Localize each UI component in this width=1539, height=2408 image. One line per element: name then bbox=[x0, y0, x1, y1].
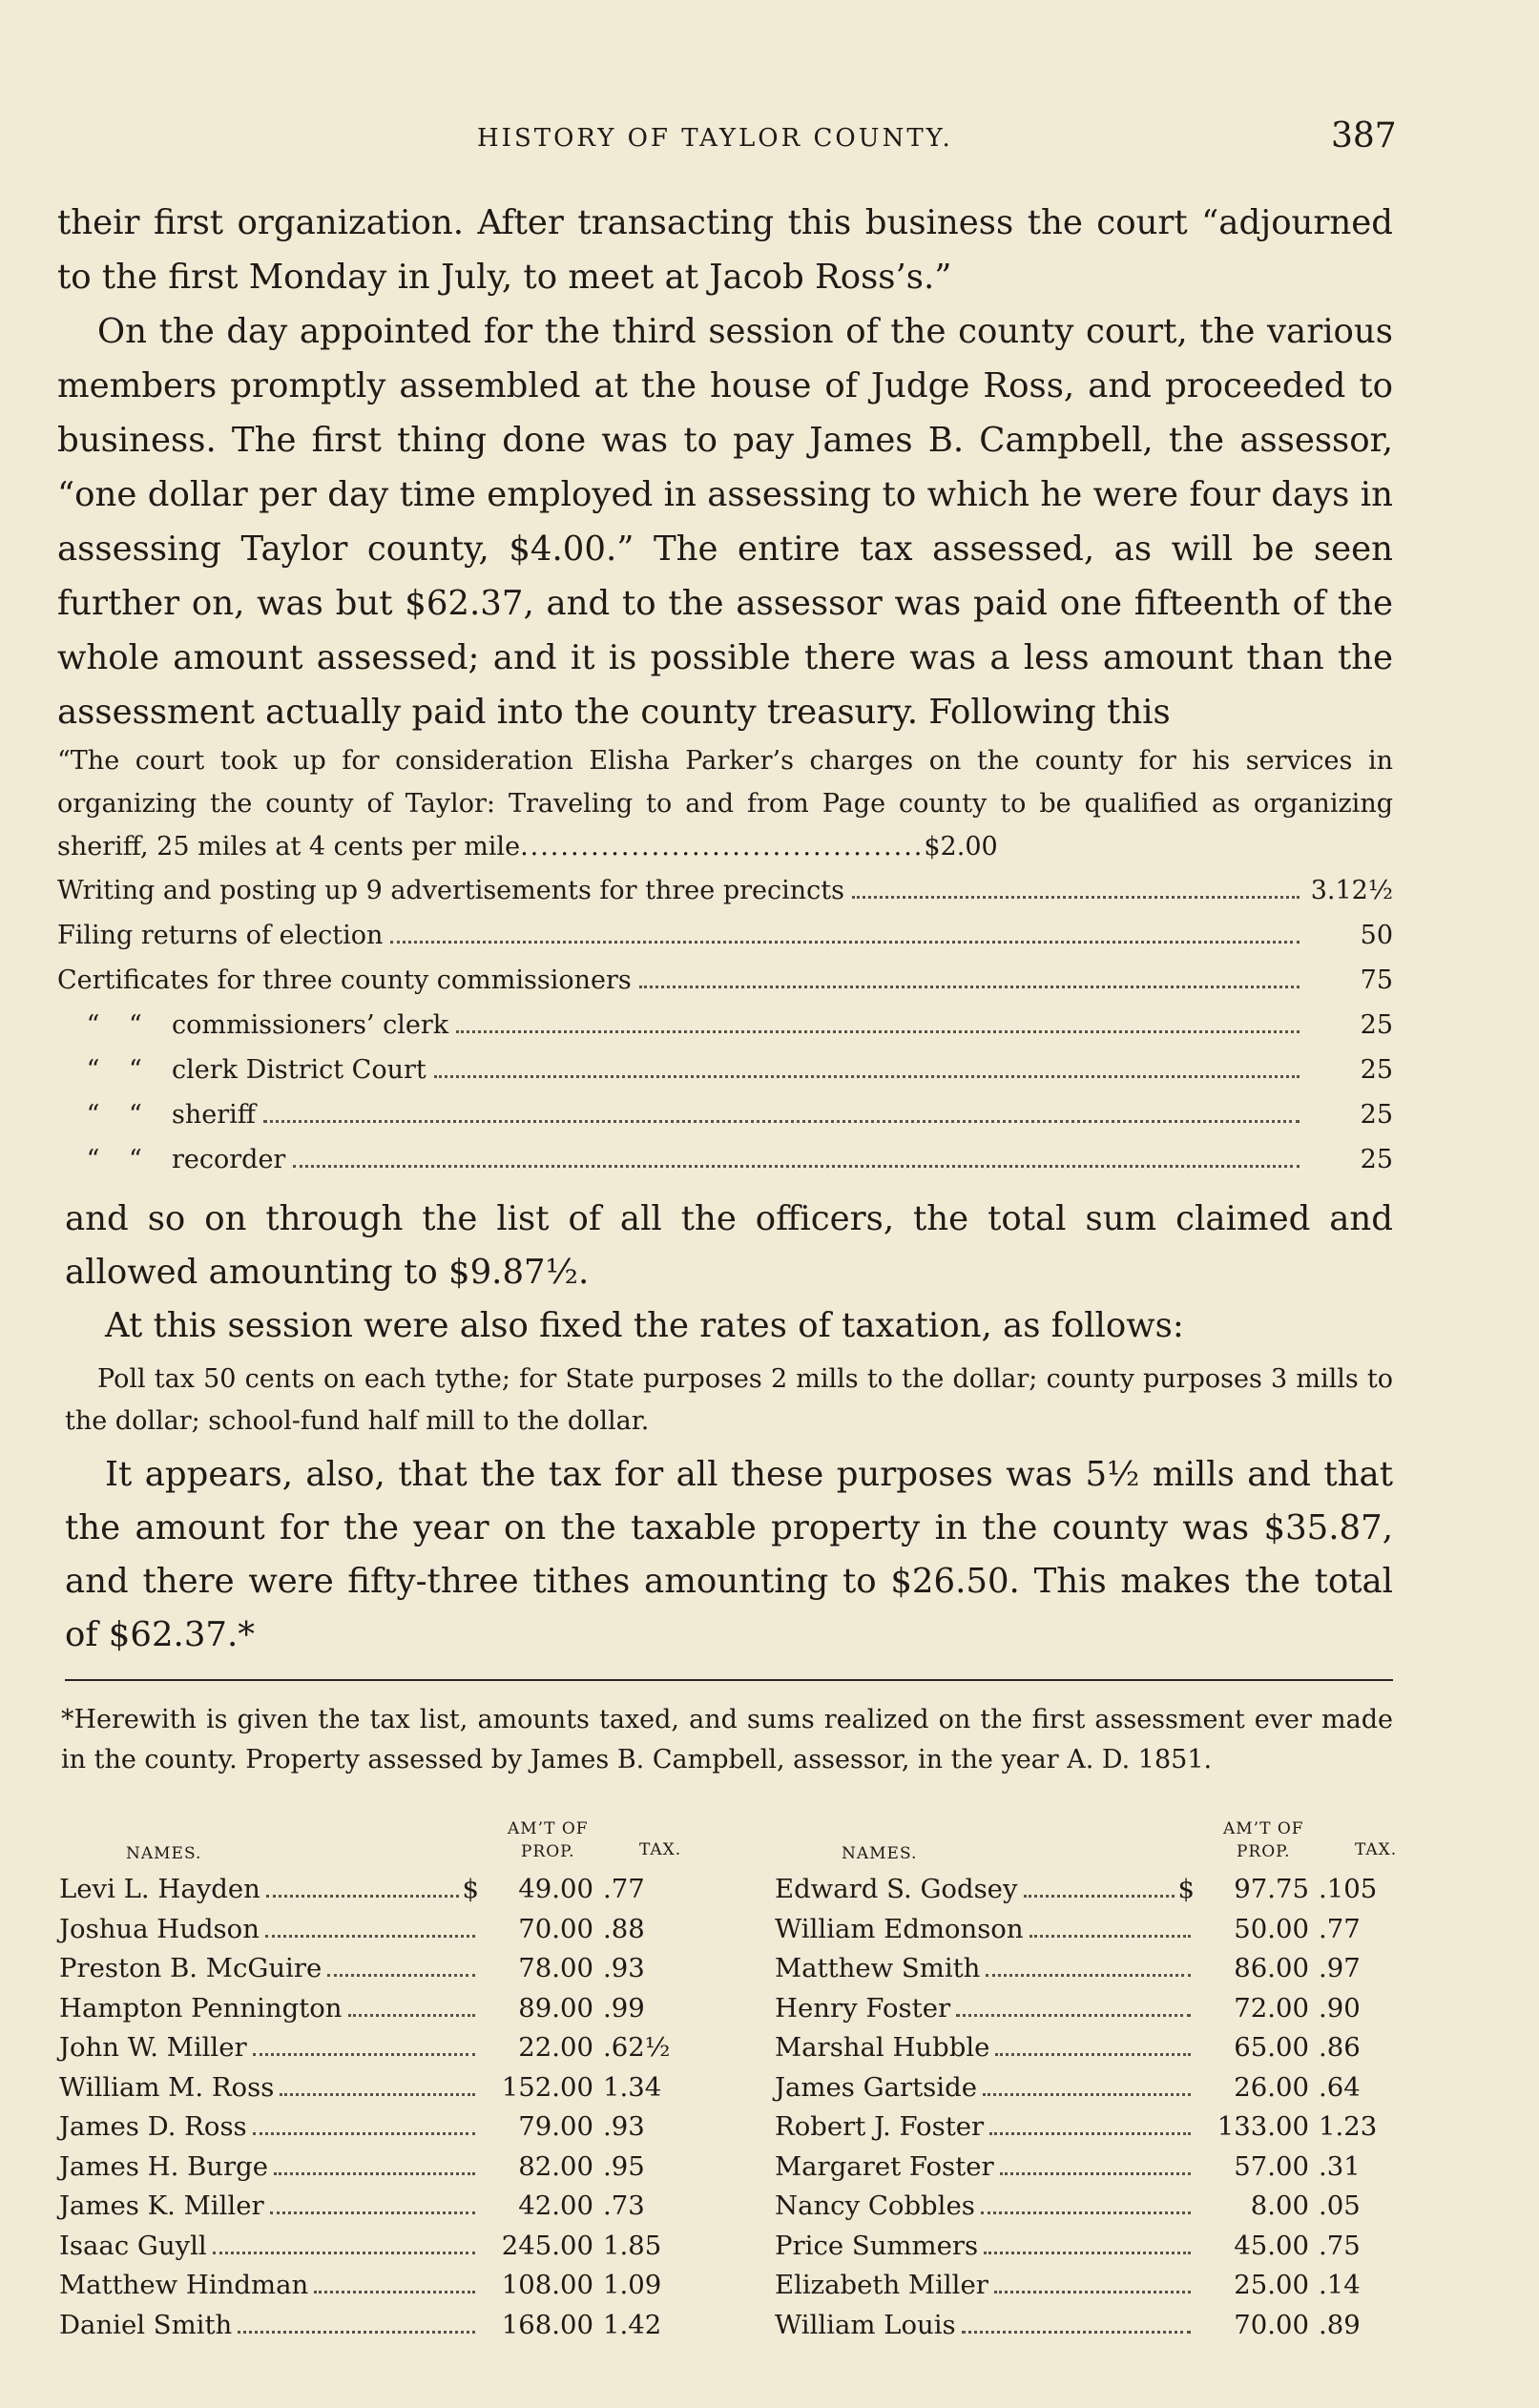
name-cell bbox=[59, 2068, 479, 2108]
taxpayer-name: Henry Foster bbox=[775, 1992, 951, 2024]
dot-leader bbox=[265, 1935, 475, 1938]
name-cell bbox=[59, 2107, 479, 2148]
charge-amount: 25 bbox=[1360, 1010, 1393, 1040]
charge-text: commissioners’ clerk bbox=[172, 1010, 449, 1040]
tax-amount: .62½ bbox=[603, 2032, 671, 2063]
name-cell bbox=[775, 2266, 1195, 2306]
charge-row bbox=[57, 1048, 1393, 1092]
charge-label bbox=[57, 1048, 426, 1092]
ditto-mark: “ bbox=[129, 1010, 142, 1040]
dot-leader bbox=[986, 1974, 1191, 1977]
dot-leader bbox=[238, 2331, 475, 2334]
property-amount: 82.00 bbox=[518, 2150, 593, 2182]
property-amount: 245.00 bbox=[501, 2230, 593, 2261]
taxpayer-name: Nancy Cobbles bbox=[775, 2190, 975, 2221]
table-row bbox=[775, 1989, 1443, 2029]
charge-row bbox=[57, 913, 1393, 958]
tax-amount: .90 bbox=[1319, 1992, 1361, 2024]
tax-amount: 1.34 bbox=[603, 2071, 662, 2103]
tax-list-right bbox=[775, 1813, 1443, 2345]
dot-leader bbox=[266, 1895, 459, 1898]
property-amount: 78.00 bbox=[518, 1953, 593, 1983]
taxpayer-name: Levi L. Hayden bbox=[59, 1874, 260, 1904]
dot-leader bbox=[434, 1075, 1300, 1078]
property-amount: 8.00 bbox=[1250, 2190, 1309, 2221]
quote-intro: “The court took up for consideration Elisha Parker’s charges on the county for his services in organizing the county of Taylor: Traveling to and from Page county to be qualified as organizing sheriff, 25 miles at 4 cents per mile bbox=[57, 746, 1393, 861]
property-amount: 79.00 bbox=[518, 2111, 593, 2142]
name-cell bbox=[59, 1949, 479, 1989]
dot-leader bbox=[293, 1165, 1300, 1168]
name-cell bbox=[775, 1910, 1195, 1950]
charge-amount: 75 bbox=[1360, 965, 1393, 995]
name-cell bbox=[59, 2028, 479, 2068]
charge-text: Writing and posting up 9 advertisements for three precincts bbox=[57, 876, 844, 905]
dot-leader bbox=[327, 1974, 475, 1977]
name-cell bbox=[775, 1870, 1195, 1910]
property-amount: 70.00 bbox=[1234, 2309, 1309, 2340]
table-row bbox=[59, 1989, 727, 2029]
charge-amount: 25 bbox=[1360, 1145, 1393, 1174]
quote-intro-amount: $2.00 bbox=[924, 832, 998, 861]
column-header bbox=[59, 1813, 727, 1870]
tax-list-left bbox=[59, 1813, 727, 2345]
table-row bbox=[775, 2148, 1443, 2188]
ditto-mark: “ bbox=[129, 1100, 142, 1130]
taxpayer-name: Price Summers bbox=[775, 2230, 979, 2261]
tax-amount: .86 bbox=[1319, 2032, 1361, 2063]
footnote: *Herewith is given the tax list, amounts taxed, and sums realized on the first assessment ever made in the county. Property assessed by James B. Campbell, assessor, in the year A. D. 1851. bbox=[61, 1705, 1393, 1775]
running-title: HISTORY OF TAYLOR COUNTY. bbox=[477, 124, 953, 153]
ditto-mark: “ bbox=[86, 1145, 100, 1174]
dot-leader bbox=[995, 2053, 1191, 2056]
tax-header: TAX. bbox=[639, 1840, 682, 1859]
name-cell bbox=[775, 2107, 1195, 2148]
table-row bbox=[59, 2107, 727, 2148]
property-amount: 57.00 bbox=[1234, 2150, 1309, 2182]
dot-leader bbox=[213, 2252, 475, 2254]
dot-leader bbox=[983, 2093, 1191, 2096]
name-cell bbox=[775, 1949, 1195, 1989]
name-cell bbox=[59, 2187, 479, 2227]
property-amount: 70.00 bbox=[518, 1913, 593, 1944]
dot-leader bbox=[253, 2132, 475, 2135]
amount-header-line2: PROP. bbox=[1236, 1842, 1291, 1861]
tax-amount: .64 bbox=[1319, 2071, 1361, 2103]
column-header bbox=[775, 1813, 1443, 1870]
ditto-mark: “ bbox=[129, 1055, 142, 1085]
dot-leader bbox=[270, 2211, 475, 2214]
tax-rows-right bbox=[775, 1870, 1443, 2345]
page-number: 387 bbox=[1331, 116, 1397, 156]
paragraph: At this session were also fixed the rates of taxation, as follows: bbox=[105, 1306, 1184, 1345]
amount-header-line2: PROP. bbox=[520, 1842, 575, 1861]
property-amount: 25.00 bbox=[1234, 2270, 1309, 2300]
table-row bbox=[775, 1949, 1443, 1989]
name-cell bbox=[59, 2306, 479, 2346]
body-text bbox=[57, 196, 1393, 739]
paragraph: and so on through the list of all the officers, the total sum claimed and allowed amounting to $9.87½. bbox=[65, 1199, 1393, 1292]
tax-amount: .73 bbox=[603, 2190, 645, 2221]
charge-text: sheriff bbox=[172, 1100, 256, 1130]
table-row bbox=[59, 2028, 727, 2068]
dot-leader bbox=[981, 2211, 1191, 2214]
property-amount: 65.00 bbox=[1234, 2032, 1309, 2063]
dot-leader bbox=[253, 2053, 475, 2056]
property-amount: 50.00 bbox=[1234, 1913, 1309, 1944]
taxpayer-name: Marshal Hubble bbox=[775, 2032, 990, 2063]
table-row bbox=[775, 2107, 1443, 2148]
taxpayer-name: Margaret Foster bbox=[775, 2150, 994, 2182]
paragraph: On the day appointed for the third session of the county court, the various members promptly assembled at the house of Judge Ross, and proceeded to business. The first thing done was to pay James B. Campbell, the assessor, “one dollar per day time employed in assessing to which he were four days in assessing Taylor county, $4.00.” The entire tax assessed, as will be seen further on, was but $62.37, and to the assessor was paid one fifteenth of the whole amount assessed; and it is possible there was a less amount than the assessment actually paid into the county treasury. Following this bbox=[57, 312, 1393, 732]
charge-text: recorder bbox=[172, 1145, 286, 1174]
table-row bbox=[775, 2187, 1443, 2227]
charge-amount: 50 bbox=[1360, 921, 1393, 950]
name-cell bbox=[59, 1910, 479, 1950]
tax-amount: .77 bbox=[603, 1874, 645, 1904]
dot-leader bbox=[956, 2014, 1191, 2017]
amount-header bbox=[508, 1817, 589, 1863]
tax-header: TAX. bbox=[1355, 1840, 1398, 1859]
charge-text: Certificates for three county commissioners bbox=[57, 965, 632, 995]
dot-leader bbox=[274, 2172, 475, 2175]
property-amount: 45.00 bbox=[1234, 2230, 1309, 2261]
charge-label bbox=[57, 958, 632, 1003]
dot-leader bbox=[639, 986, 1300, 988]
name-cell bbox=[775, 2068, 1195, 2108]
ditto-mark: “ bbox=[86, 1100, 100, 1130]
table-row bbox=[775, 2227, 1443, 2267]
taxpayer-name: Hampton Pennington bbox=[59, 1992, 343, 2024]
name-cell bbox=[59, 2148, 479, 2188]
tax-amount: .97 bbox=[1319, 1953, 1361, 1983]
tax-amount: .14 bbox=[1319, 2270, 1361, 2300]
taxpayer-name: Daniel Smith bbox=[59, 2309, 233, 2340]
property-amount: 49.00 bbox=[518, 1874, 593, 1904]
paragraph: their first organization. After transacting this business the court “adjourned to the first Monday in July, to meet at Jacob Ross’s.” bbox=[57, 203, 1393, 297]
names-header: NAMES. bbox=[842, 1844, 918, 1863]
dot-leader bbox=[263, 1120, 1300, 1123]
table-row bbox=[775, 2306, 1443, 2346]
property-amount: 89.00 bbox=[518, 1992, 593, 2024]
dot-leader bbox=[1024, 1895, 1175, 1898]
charge-label bbox=[57, 868, 844, 913]
property-amount: 72.00 bbox=[1234, 1992, 1309, 2024]
dot-leader bbox=[390, 941, 1300, 944]
name-cell bbox=[775, 1989, 1195, 2029]
tax-amount: .88 bbox=[603, 1913, 645, 1944]
table-row bbox=[775, 1870, 1443, 1910]
tax-amount: .105 bbox=[1319, 1874, 1378, 1904]
charge-amount: 25 bbox=[1360, 1100, 1393, 1130]
charge-label bbox=[57, 1092, 256, 1137]
running-header bbox=[0, 116, 1539, 164]
name-cell bbox=[775, 2306, 1195, 2346]
amount-header bbox=[1223, 1817, 1304, 1863]
charge-row bbox=[57, 1137, 1393, 1182]
ditto-mark: “ bbox=[86, 1055, 100, 1085]
name-cell bbox=[59, 2266, 479, 2306]
taxpayer-name: William Louis bbox=[775, 2309, 956, 2340]
tax-amount: .77 bbox=[1319, 1913, 1361, 1944]
table-row bbox=[775, 2068, 1443, 2108]
charge-row bbox=[57, 1003, 1393, 1048]
dot-leader bbox=[994, 2291, 1191, 2294]
tax-amount: .89 bbox=[1319, 2309, 1361, 2340]
dot-leader bbox=[1029, 1935, 1191, 1938]
charge-amount: 25 bbox=[1360, 1055, 1393, 1085]
tax-amount: 1.23 bbox=[1319, 2111, 1378, 2142]
tax-amount: .75 bbox=[1319, 2230, 1361, 2261]
taxpayer-name: William M. Ross bbox=[59, 2071, 275, 2103]
taxpayer-name: Isaac Guyll bbox=[59, 2230, 207, 2261]
taxpayer-name: Elizabeth Miller bbox=[775, 2270, 988, 2300]
name-cell bbox=[775, 2148, 1195, 2188]
taxpayer-name: John W. Miller bbox=[59, 2032, 247, 2063]
charge-list bbox=[57, 868, 1393, 1182]
tax-amount: .93 bbox=[603, 1953, 645, 1983]
table-row bbox=[775, 2028, 1443, 2068]
table-row bbox=[59, 2068, 727, 2108]
table-row bbox=[59, 2148, 727, 2188]
middle-text bbox=[65, 1193, 1393, 1662]
quote-intro-block: “The court took up for consideration Elisha Parker’s charges on the county for his services in organizing the county of Taylor: Traveling to and from Page county to be qualified as organizing sheriff, 25 miles at 4 cents per mile........................................$2.00 bbox=[57, 746, 1393, 861]
property-amount: 86.00 bbox=[1234, 1953, 1309, 1983]
quoted-charges bbox=[57, 739, 1393, 1182]
tax-amount: .05 bbox=[1319, 2190, 1361, 2221]
table-row bbox=[775, 2266, 1443, 2306]
table-row bbox=[59, 1910, 727, 1950]
dot-leader bbox=[314, 2291, 475, 2294]
charge-amount: 3.12½ bbox=[1310, 876, 1393, 905]
tax-amount: 1.85 bbox=[603, 2230, 662, 2261]
taxpayer-name: William Edmonson bbox=[775, 1913, 1024, 1944]
tax-amount: 1.42 bbox=[603, 2309, 662, 2340]
table-row bbox=[59, 1870, 727, 1910]
property-amount: 42.00 bbox=[518, 2190, 593, 2221]
taxpayer-name: James Gartside bbox=[775, 2071, 977, 2103]
charge-text: clerk District Court bbox=[172, 1055, 426, 1085]
name-cell bbox=[775, 2227, 1195, 2267]
tax-amount: .31 bbox=[1319, 2150, 1361, 2182]
amount-header-line1: AM’T OF bbox=[1223, 1819, 1304, 1838]
table-row bbox=[59, 2266, 727, 2306]
taxpayer-name: Robert J. Foster bbox=[775, 2111, 985, 2142]
dot-leader bbox=[989, 2132, 1191, 2135]
charge-text: Filing returns of election bbox=[57, 921, 384, 950]
dot-leader bbox=[852, 896, 1300, 899]
dot-leader bbox=[1000, 2172, 1191, 2175]
ditto-mark: “ bbox=[129, 1145, 142, 1174]
property-amount: 108.00 bbox=[501, 2270, 593, 2300]
paragraph: It appears, also, that the tax for all these purposes was 5½ mills and that the amount for the year on the taxable property in the county was $35.87, and there were fifty-three tithes amounting to $26.50. This makes the total of $62.37.* bbox=[65, 1455, 1393, 1654]
table-row bbox=[775, 1910, 1443, 1950]
tax-amount: 1.09 bbox=[603, 2270, 662, 2300]
taxpayer-name: James H. Burge bbox=[59, 2150, 269, 2182]
taxpayer-name: James K. Miller bbox=[59, 2190, 264, 2221]
dot-leader bbox=[456, 1030, 1300, 1033]
name-cell bbox=[59, 2227, 479, 2267]
tax-amount: .93 bbox=[603, 2111, 645, 2142]
charge-label bbox=[57, 913, 383, 958]
table-row bbox=[59, 2227, 727, 2267]
tax-amount: .99 bbox=[603, 1992, 645, 2024]
property-amount: 133.00 bbox=[1217, 2111, 1309, 2142]
name-cell bbox=[59, 1870, 479, 1910]
rates-text: Poll tax 50 cents on each tythe; for State purposes 2 mills to the dollar; county purposes 3 mills to the dollar; school-fund half mill to the dollar. bbox=[65, 1364, 1393, 1436]
property-amount: 97.75 bbox=[1234, 1874, 1309, 1904]
table-row bbox=[59, 1949, 727, 1989]
dot-leader bbox=[348, 2014, 475, 2017]
charge-label bbox=[57, 1003, 448, 1048]
charge-row bbox=[57, 958, 1393, 1003]
dot-leader bbox=[280, 2093, 475, 2096]
footnote-rule bbox=[65, 1679, 1393, 1681]
taxpayer-name: Matthew Smith bbox=[775, 1953, 981, 1983]
taxpayer-name: James D. Ross bbox=[59, 2111, 247, 2142]
taxpayer-name: Joshua Hudson bbox=[59, 1913, 260, 1944]
charge-label bbox=[57, 1137, 285, 1182]
charge-row bbox=[57, 868, 1393, 913]
charge-row bbox=[57, 1092, 1393, 1137]
property-amount: 168.00 bbox=[501, 2309, 593, 2340]
name-cell bbox=[59, 1989, 479, 2029]
table-row bbox=[59, 2306, 727, 2346]
taxpayer-name: Matthew Hindman bbox=[59, 2270, 309, 2300]
tax-rows-left bbox=[59, 1870, 727, 2345]
tax-amount: .95 bbox=[603, 2150, 645, 2182]
table-row bbox=[59, 2187, 727, 2227]
property-amount: 152.00 bbox=[501, 2071, 593, 2103]
ditto-mark: “ bbox=[86, 1010, 100, 1040]
taxpayer-name: Preston B. McGuire bbox=[59, 1953, 322, 1983]
taxpayer-name: Edward S. Godsey bbox=[775, 1874, 1018, 1904]
dot-leader bbox=[962, 2331, 1191, 2334]
names-header: NAMES. bbox=[126, 1844, 202, 1863]
property-amount: 22.00 bbox=[518, 2032, 593, 2063]
dot-leader bbox=[984, 2252, 1191, 2254]
name-cell bbox=[775, 2187, 1195, 2227]
property-amount: 26.00 bbox=[1234, 2071, 1309, 2103]
currency-sign: $ bbox=[1177, 1874, 1195, 1904]
amount-header-line1: AM’T OF bbox=[508, 1819, 589, 1838]
name-cell bbox=[775, 2028, 1195, 2068]
currency-sign: $ bbox=[462, 1874, 479, 1904]
